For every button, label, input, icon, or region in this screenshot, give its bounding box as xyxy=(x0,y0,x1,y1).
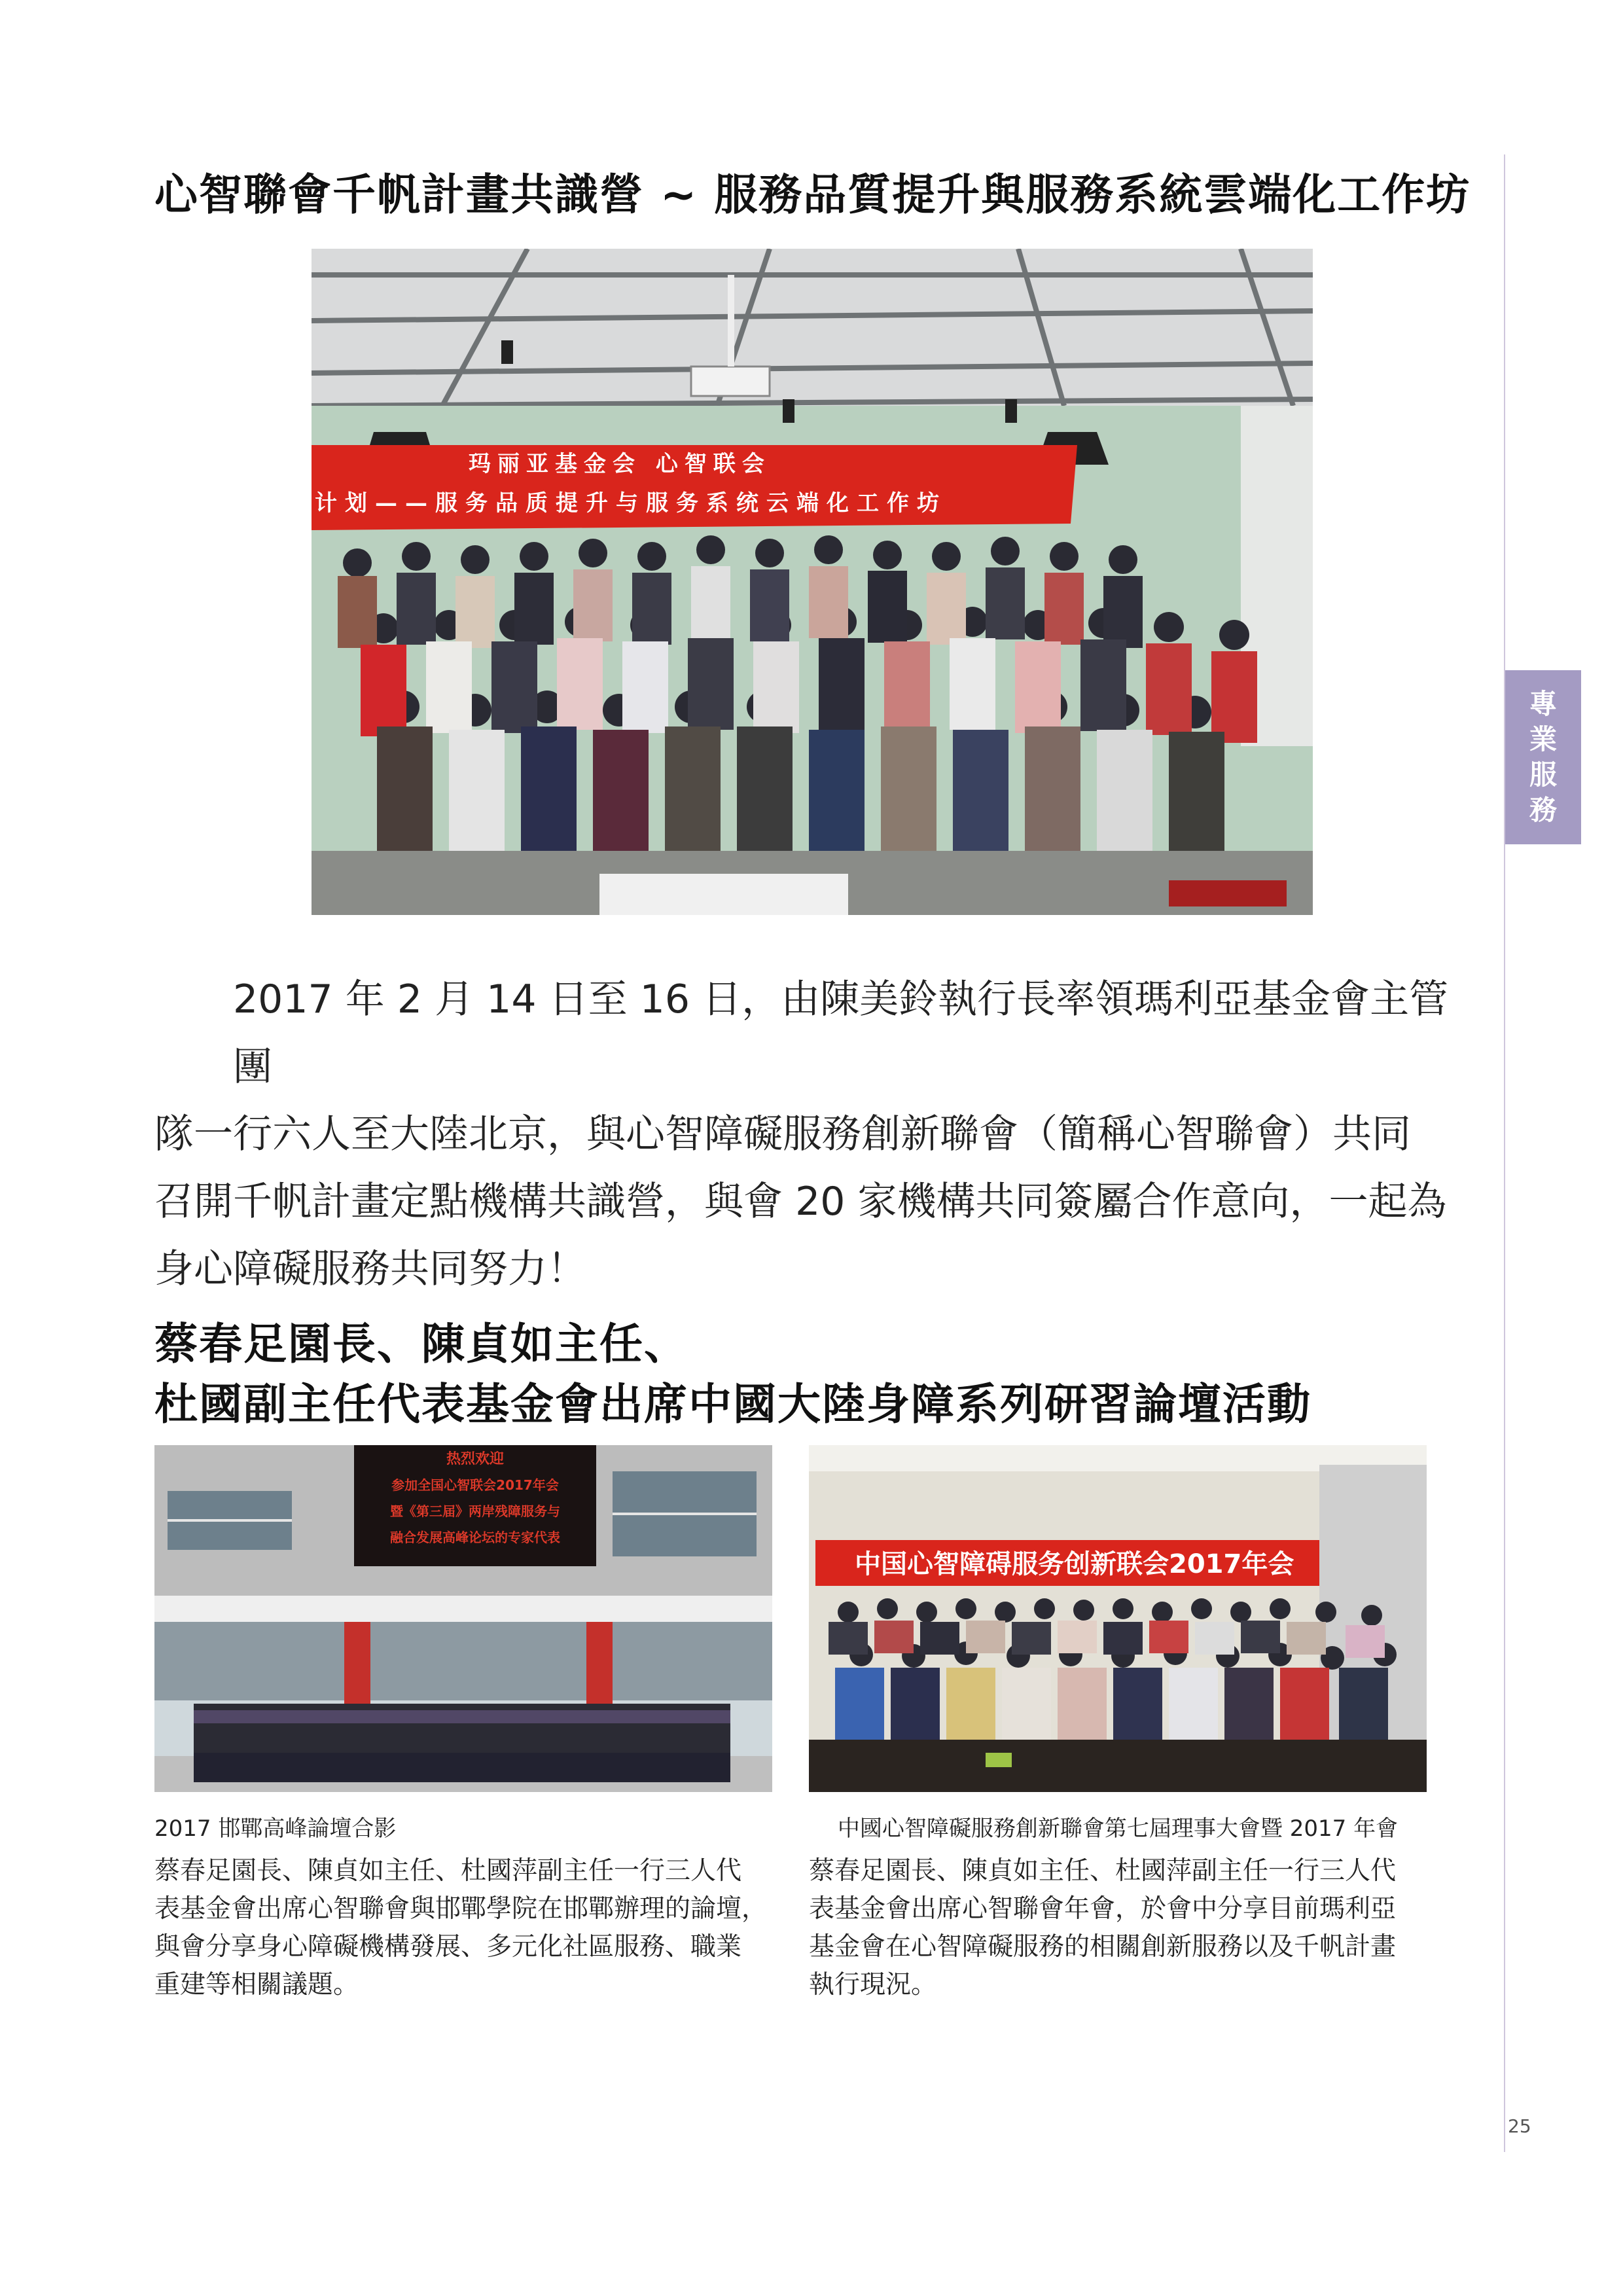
section2-title-line1: 蔡春足園長、陳貞如主任、 xyxy=(154,1319,688,1369)
right-photo-caption: 中國心智障礙服務創新聯會第七屆理事大會暨 2017 年會 xyxy=(837,1816,1399,1842)
section-tab-professional-services[interactable] xyxy=(1505,670,1581,844)
description-line: 基金會在心智障礙服務的相關創新服務以及千帆計畫 xyxy=(809,1932,1397,1962)
led-line: 热烈欢迎 xyxy=(446,1451,505,1467)
paragraph-line: 2017 年 2 月 14 日至 16 日，由陳美鈴執行長率領瑪利亞基金會主管團 xyxy=(233,977,1449,1090)
section2-title-line2: 杜國副主任代表基金會出席中國大陸身障系列研習論壇活動 xyxy=(154,1379,1311,1429)
sidebar-divider xyxy=(1504,154,1505,2152)
section1-paragraph xyxy=(154,966,1463,1303)
workshop-banner-line2: 计划——服务品质提升与服务系统云端化工作坊 xyxy=(315,490,947,516)
description-line: 表基金會出席心智聯會年會，於會中分享目前瑪利亞 xyxy=(809,1894,1397,1924)
section-tab-char: 專 xyxy=(1529,688,1557,720)
right-description xyxy=(809,1852,1437,2004)
description-line: 表基金會出席心智聯會與邯鄲學院在邯鄲辦理的論壇， xyxy=(154,1894,768,1924)
page-number: 25 xyxy=(1508,2115,1531,2137)
paragraph-line: 召開千帆計畫定點機構共識營，與會 20 家機構共同簽屬合作意向，一起為 xyxy=(154,1179,1447,1225)
led-line: 参加全国心智联会2017年会 xyxy=(391,1477,559,1493)
left-description xyxy=(154,1852,783,2004)
description-line: 與會分享身心障礙機構發展、多元化社區服務、職業 xyxy=(154,1932,742,1962)
workshop-group-photo xyxy=(312,249,1313,915)
section1-title: 心智聯會千帆計畫共識營 ~ 服務品質提升與服務系統雲端化工作坊 xyxy=(154,170,1471,220)
handan-forum-photo xyxy=(154,1445,772,1792)
led-line: 融合发展高峰论坛的专家代表 xyxy=(390,1530,560,1545)
section-tab-char: 務 xyxy=(1529,794,1557,826)
description-line: 蔡春足園長、陳貞如主任、杜國萍副主任一行三人代 xyxy=(809,1856,1397,1886)
annual-meeting-banner: 中国心智障碍服务创新联会2017年会 xyxy=(855,1549,1294,1579)
paragraph-line: 隊一行六人至大陸北京，與心智障礙服務創新聯會（簡稱心智聯會）共同 xyxy=(154,1111,1411,1157)
section-tab-char: 業 xyxy=(1529,723,1557,755)
left-photo-caption: 2017 邯鄲高峰論壇合影 xyxy=(154,1816,397,1842)
description-line: 重建等相關議題。 xyxy=(154,1970,359,2000)
description-line: 蔡春足園長、陳貞如主任、杜國萍副主任一行三人代 xyxy=(154,1856,742,1886)
paragraph-line: 身心障礙服務共同努力！ xyxy=(154,1246,586,1292)
section-tab-char: 服 xyxy=(1529,759,1557,791)
led-line: 暨《第三届》两岸残障服务与 xyxy=(390,1503,560,1519)
description-line: 執行現況。 xyxy=(809,1970,937,2000)
workshop-banner-line1: 玛丽亚基金会 心智联会 xyxy=(469,451,771,477)
annual-meeting-photo xyxy=(809,1445,1427,1792)
